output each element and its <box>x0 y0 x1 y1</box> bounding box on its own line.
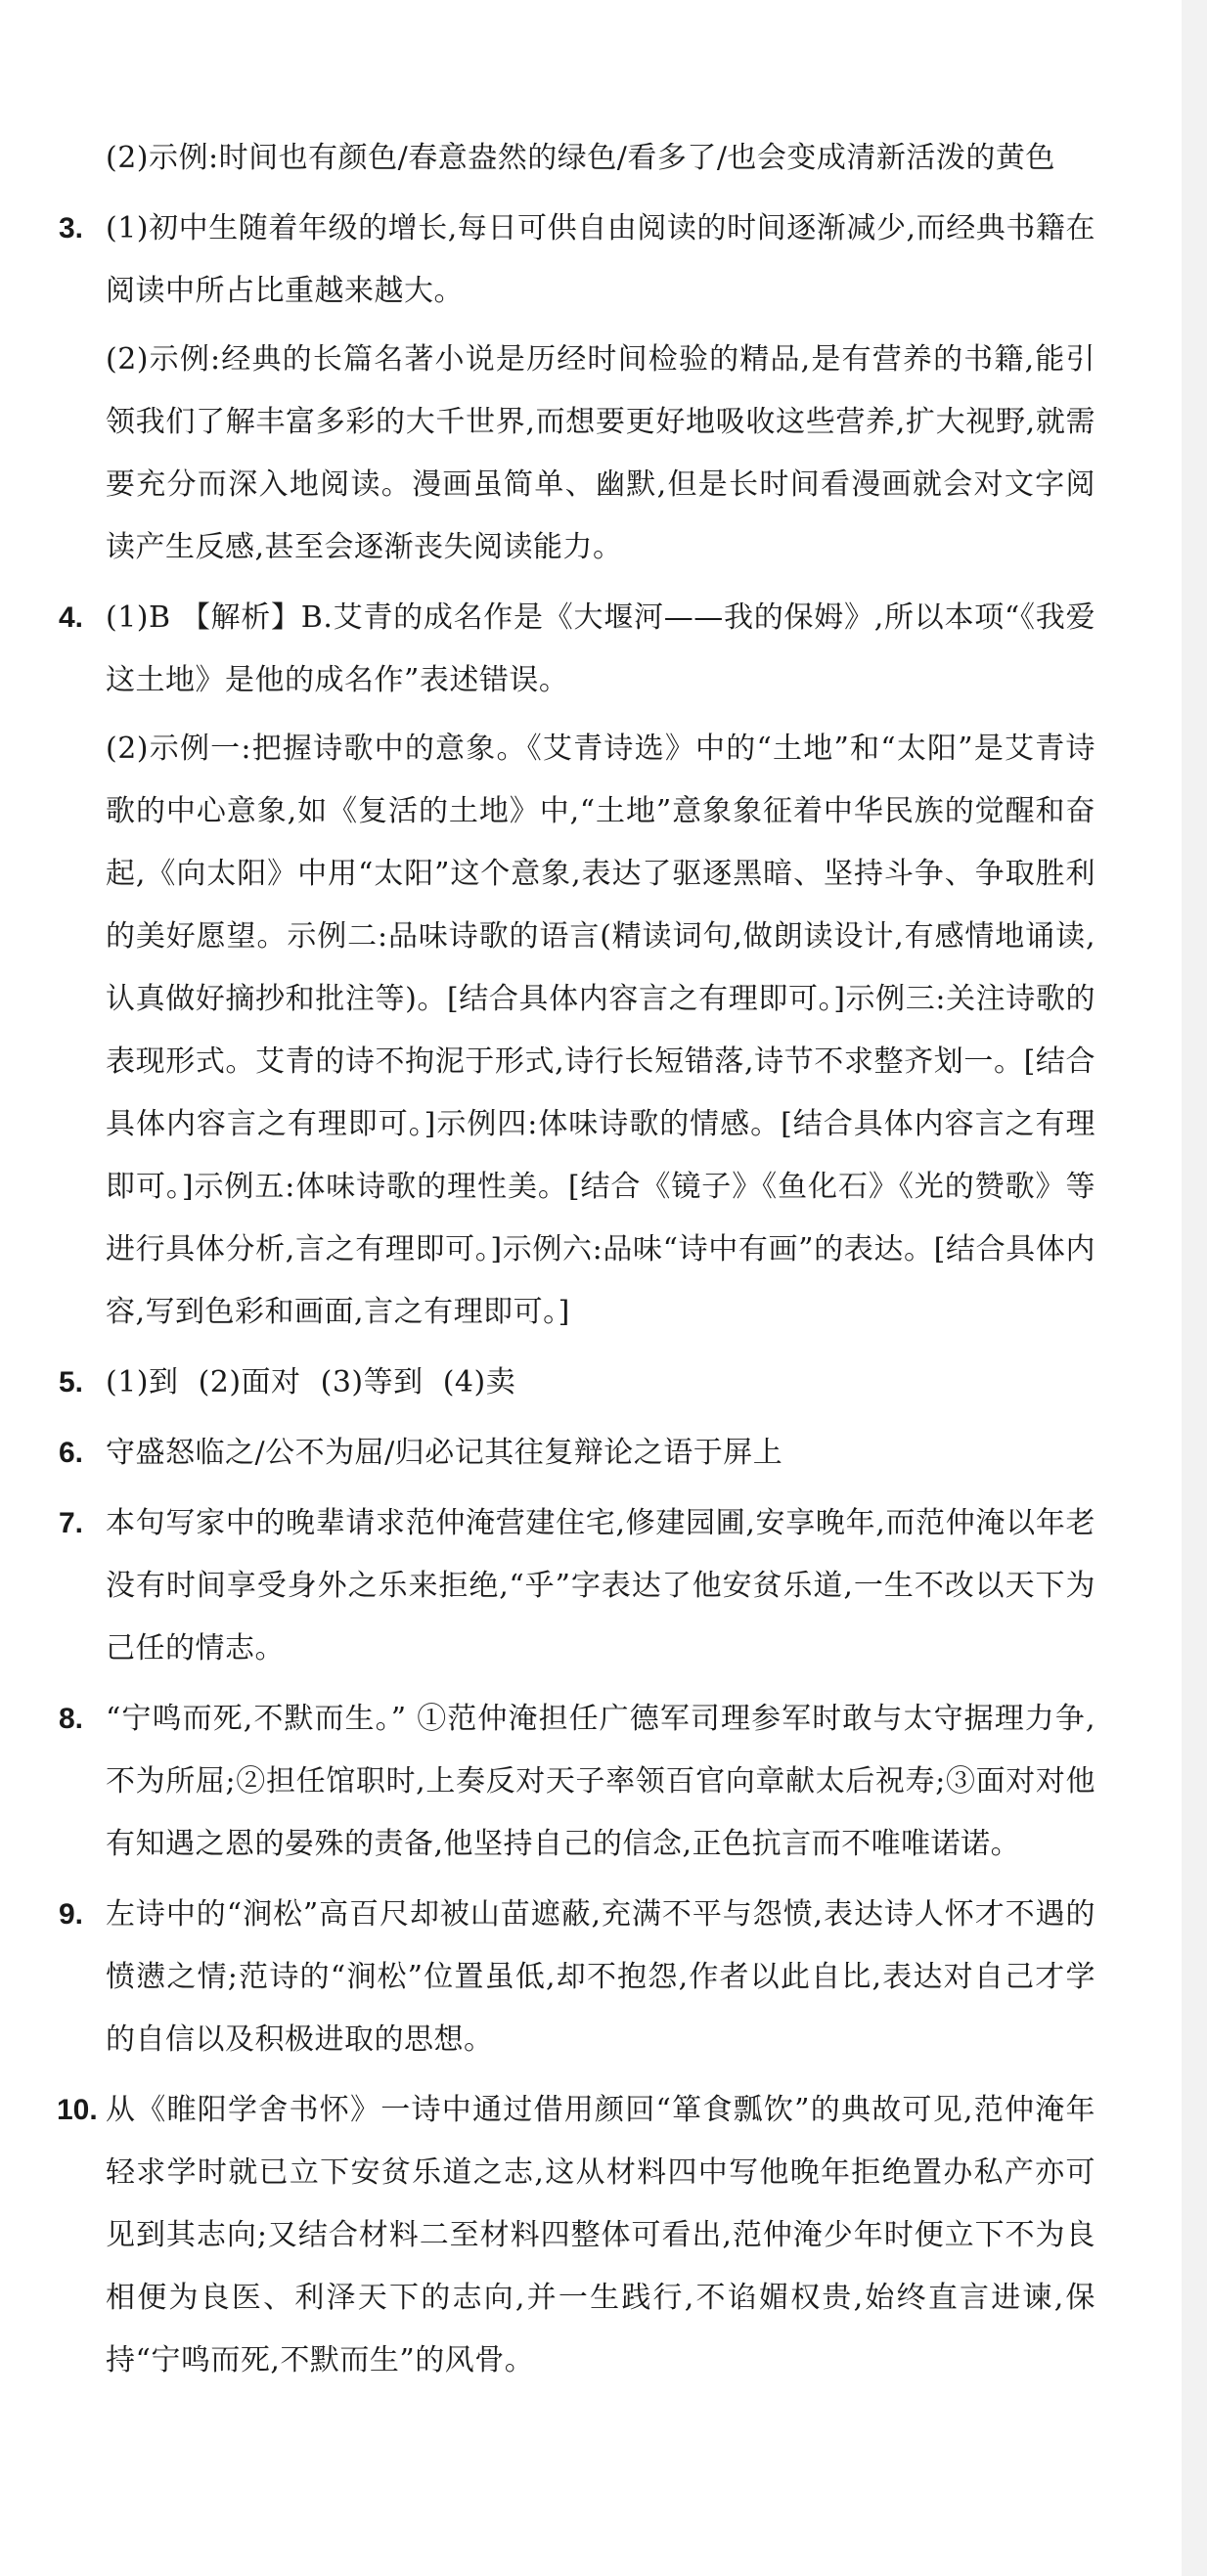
q5-text: (1)到 (2)面对 (3)等到 (4)卖 <box>106 1365 516 1399</box>
question-10 <box>59 2079 1095 2392</box>
question-number: 7. <box>59 1507 84 1539</box>
question-number: 4. <box>59 601 84 634</box>
q6-text: 守盛怒临之/公不为屈/归必记其往复辩论之语于屏上 <box>106 1436 783 1470</box>
question-5 <box>59 1352 1095 1414</box>
question-number: 8. <box>59 1703 84 1735</box>
q8-text: “宁鸣而死,不默而生。” ①范仲淹担任广德军司理参军时敢与太守据理力争,不为所屈;②担任馆职时,上奏反对天子率领百官向章献太后祝寿;③面对对他有知遇之恩的晏殊的责备,他坚持自己的信念,正色抗言而不唯唯诺诺。 <box>106 1702 1095 1861</box>
question-9 <box>59 1884 1095 2071</box>
question-number: 9. <box>59 1898 84 1931</box>
question-3 <box>59 198 1095 579</box>
answer-content <box>59 127 1095 2400</box>
q3-part1-text: (1)初中生随着年级的增长,每日可供自由阅读的时间逐渐减少,而经典书籍在阅读中所占比重越来越大。 <box>106 211 1095 308</box>
question-number: 6. <box>59 1437 84 1469</box>
q10-text: 从《睢阳学舍书怀》一诗中通过借用颜回“箪食瓢饮”的典故可见,范仲淹年轻求学时就已立下安贫乐道之志,这从材料四中写他晚年拒绝置办私产亦可见到其志向;又结合材料二至材料四整体可看出,范仲淹少年时便立下不为良相便为良医、利泽天下的志向,并一生践行,不谄媚权贵,始终直言进谏,保持“宁鸣而死,不默而生”的风骨。 <box>106 2093 1095 2377</box>
question-8 <box>59 1688 1095 1876</box>
q4-part2-text: (2)示例一:把握诗歌中的意象。《艾青诗选》中的“土地”和“太阳”是艾青诗歌的中心意象,如《复活的土地》中,“土地”意象象征着中华民族的觉醒和奋起,《向太阳》中用“太阳”这个意象,表达了驱逐黑暗、坚持斗争、争取胜利的美好愿望。示例二:品味诗歌的语言(精读词句,做朗读设计,有感情地诵读,认真做好摘抄和批注等)。[结合具体内容言之有理即可。]示例三:关注诗歌的表现形式。艾青的诗不拘泥于形式,诗行长短错落,诗节不求整齐划一。[结合具体内容言之有理即可。]示例四:体味诗歌的情感。[结合具体内容言之有理即可。]示例五:体味诗歌的理性美。[结合《镜子》《鱼化石》《光的赞歌》等进行具体分析,言之有理即可。]示例六:品味“诗中有画”的表达。[结合具体内容,写到色彩和画面,言之有理即可。] <box>106 732 1095 1329</box>
question-number: 5. <box>59 1366 84 1399</box>
question-4 <box>59 587 1095 1344</box>
question-6 <box>59 1422 1095 1485</box>
question-number: 3. <box>59 212 84 244</box>
page-edge-shadow <box>1182 0 1207 2576</box>
q7-text: 本句写家中的晚辈请求范仲淹营建住宅,修建园圃,安享晚年,而范仲淹以年老没有时间享受身外之乐来拒绝,“乎”字表达了他安贫乐道,一生不改以天下为己任的情志。 <box>106 1506 1095 1666</box>
q2-part2-text: (2)示例:时间也有颜色/春意盎然的绿色/看多了/也会变成清新活泼的黄色 <box>106 141 1055 175</box>
q9-text: 左诗中的“涧松”高百尺却被山苗遮蔽,充满不平与怨愤,表达诗人怀才不遇的愤懑之情;范诗的“涧松”位置虽低,却不抱怨,作者以此自比,表达对自己才学的自信以及积极进取的思想。 <box>106 1897 1095 2057</box>
q3-part2-text: (2)示例:经典的长篇名著小说是历经时间检验的精品,是有营养的书籍,能引领我们了解丰富多彩的大千世界,而想要更好地吸收这些营养,扩大视野,就需要充分而深入地阅读。漫画虽简单、幽默,但是长时间看漫画就会对文字阅读产生反感,甚至会逐渐丧失阅读能力。 <box>106 342 1095 564</box>
q2-continuation <box>59 127 1095 190</box>
question-7 <box>59 1492 1095 1680</box>
question-number: 10. <box>57 2094 98 2126</box>
q4-part1-text: (1)B 【解析】B.艾青的成名作是《大堰河——我的保姆》,所以本项“《我爱这土地》是他的成名作”表述错误。 <box>106 600 1095 697</box>
